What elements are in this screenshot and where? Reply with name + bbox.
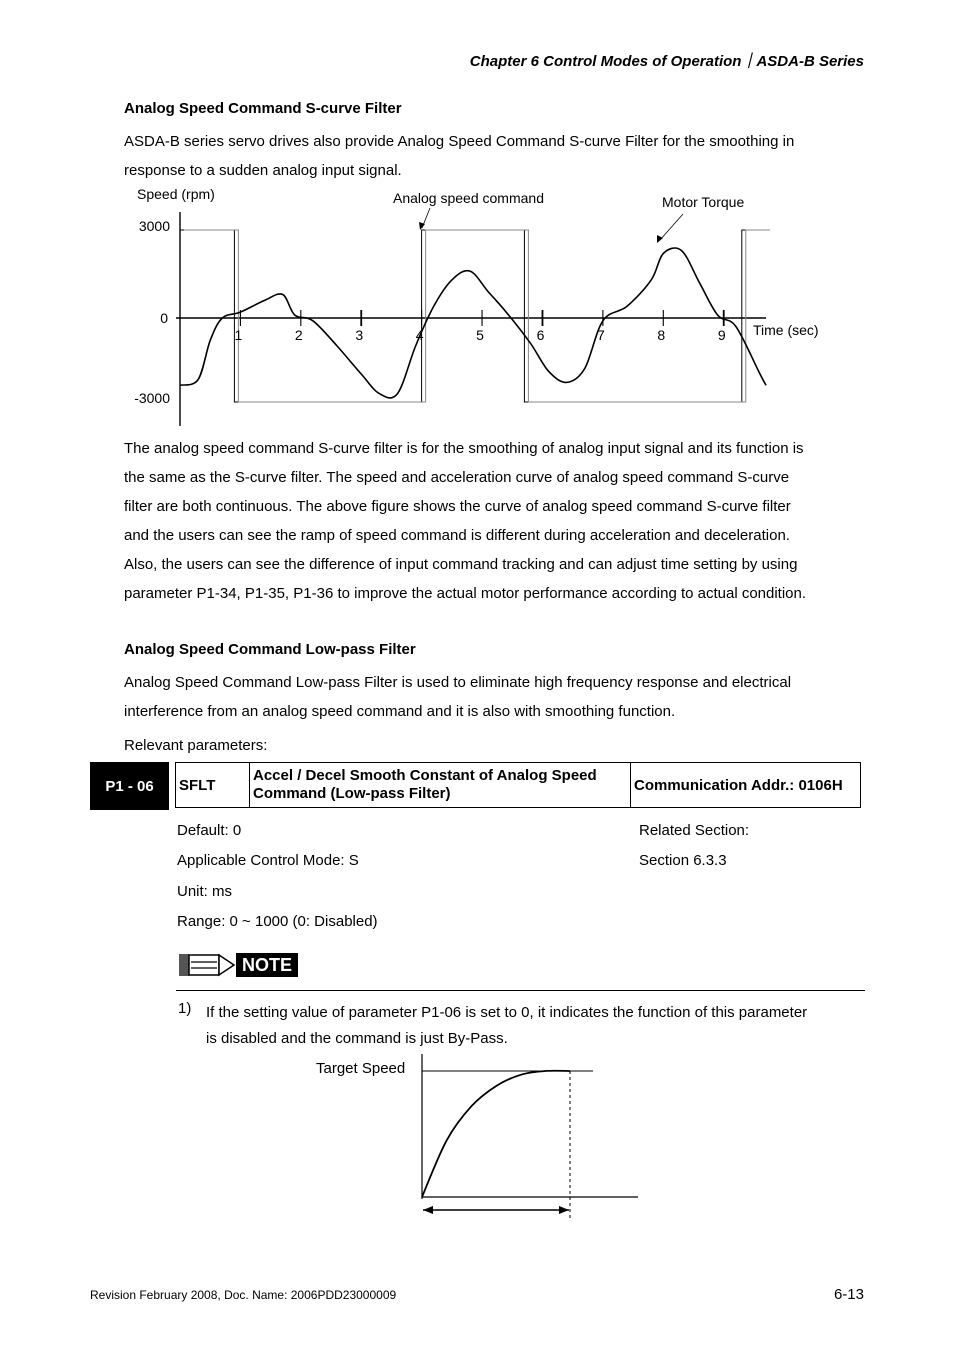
x-tick-labels (235, 327, 726, 343)
parameter-name-line-1: Accel / Decel Smooth Constant of Analog Speed (253, 767, 597, 784)
s-curve-description (124, 434, 864, 608)
note-label: NOTE (236, 953, 298, 977)
x-tick-label-1: 1 (234, 327, 243, 343)
annotation-motor-torque: Motor Torque (662, 194, 745, 210)
note-pencil-icon (178, 951, 236, 979)
param-related-section-label: Related Section: (639, 822, 750, 839)
s-curve-chart-plot (134, 186, 818, 426)
x-tick-label-7: 7 (596, 327, 605, 343)
parameter-name (249, 762, 631, 808)
desc-line-1: The analog speed command S-curve filter is for the smoothing of analog input signal and its function is (124, 440, 804, 457)
annotation-torque-leader (660, 214, 683, 240)
y-tick-0: 0 (160, 310, 168, 326)
desc-line-5: Also, the users can see the difference of input command tracking and can adjust time setting by using (124, 556, 798, 573)
footer-revision: Revision February 2008, Doc. Name: 2006PDD23000009 (90, 1288, 397, 1302)
annotation-torque-arrowhead (657, 235, 663, 243)
note-badge (178, 951, 299, 979)
note-divider (176, 990, 865, 991)
low-pass-response-curve (422, 1071, 570, 1197)
note-line-1: If the setting value of parameter P1-06 is set to 0, it indicates the function of this parameter (206, 1004, 808, 1021)
section-heading-s-curve: Analog Speed Command S-curve Filter (124, 100, 402, 117)
x-tick-label-9: 9 (717, 327, 726, 343)
x-tick-label-6: 6 (536, 327, 545, 343)
y-tick-3000: 3000 (138, 218, 170, 234)
parameter-comm-addr: Communication Addr.: 0106H (630, 762, 861, 808)
parameter-name-line-2: Command (Low-pass Filter) (253, 785, 451, 802)
desc-line-2: the same as the S-curve filter. The speed and acceleration curve of analog speed command S-curve (124, 469, 790, 486)
note-item-number: 1) (178, 1000, 192, 1017)
relevant-parameters-label: Relevant parameters: (124, 737, 268, 754)
section-heading-low-pass: Analog Speed Command Low-pass Filter (124, 641, 416, 658)
x-tick-label-2: 2 (294, 327, 303, 343)
param-default: Default: 0 (177, 822, 242, 839)
time-span-arrow-left-head (423, 1206, 433, 1214)
series-analog-speed-command (180, 230, 766, 402)
series-motor-torque (180, 248, 766, 398)
desc-line-6: parameter P1-34, P1-35, P1-36 to improve the actual motor performance according to actual condition. (124, 585, 807, 602)
x-tick-label-4: 4 (415, 327, 424, 343)
x-tick-label-3: 3 (355, 327, 364, 343)
param-related-section-value: Section 6.3.3 (639, 852, 727, 869)
parameter-id: P1 - 06 (90, 762, 169, 810)
parameter-abbr: SFLT (175, 762, 250, 808)
low-pass-chart (316, 1054, 638, 1218)
desc-line-4: and the users can see the ramp of speed command is different during acceleration and deceleration. (124, 527, 790, 544)
y-tick-minus-3000: -3000 (134, 390, 170, 406)
note-line-2: is disabled and the command is just By-Pass. (206, 1030, 508, 1047)
intro-line-2: response to a sudden analog input signal. (124, 162, 402, 179)
low-pass-line-1: Analog Speed Command Low-pass Filter is used to eliminate high frequency response and electrical (124, 674, 792, 691)
series-analog-speed-command-shadow (184, 230, 770, 402)
target-speed-label: Target Speed (316, 1060, 406, 1077)
param-control-mode: Applicable Control Mode: S (177, 852, 359, 869)
param-unit: Unit: ms (177, 883, 233, 900)
x-tick-label-8: 8 (657, 327, 666, 343)
param-range: Range: 0 ~ 1000 (0: Disabled) (177, 913, 378, 930)
low-pass-line-2: interference from an analog speed command and it is also with smoothing function. (124, 703, 676, 720)
annotation-analog-speed-command: Analog speed command (393, 190, 544, 206)
low-pass-description (124, 668, 864, 726)
time-span-arrow-right-head (559, 1206, 569, 1214)
x-axis-label: Time (sec) (753, 322, 819, 338)
intro-line-1: ASDA-B series servo drives also provide Analog Speed Command S-curve Filter for the smoothing in (124, 133, 795, 150)
y-axis-label: Speed (rpm) (137, 186, 215, 202)
desc-line-3: filter are both continuous. The above figure shows the curve of analog speed command S-curve filter (124, 498, 791, 515)
parameter-table (90, 762, 861, 810)
note-item-text (206, 1000, 866, 1052)
page-header: Chapter 6 Control Modes of Operation｜ASDA-B Series (469, 53, 864, 70)
page-number: 6-13 (833, 1286, 864, 1303)
x-tick-label-5: 5 (476, 327, 484, 343)
